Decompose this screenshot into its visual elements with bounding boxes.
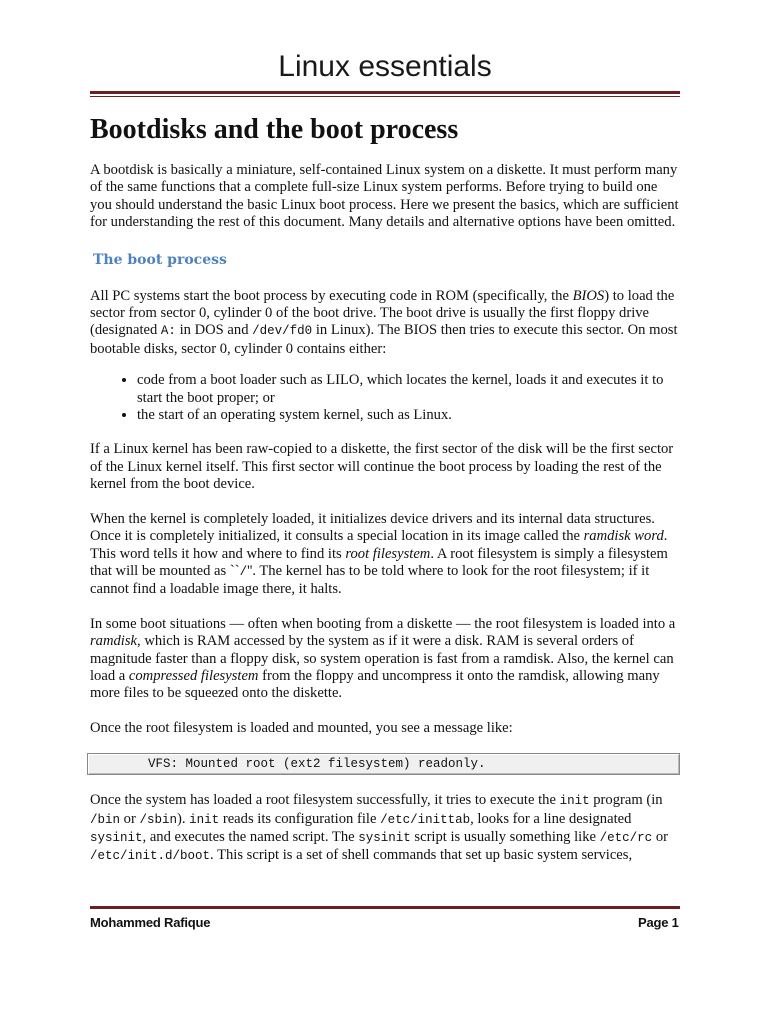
kernel-load-paragraph — [90, 511, 682, 599]
ramdisk-word-term: ramdisk word — [583, 528, 664, 545]
text-run: , which is RAM accessed by the system as if it were a disk. RAM is several orders of magnitude faster than a floppy disk, so system operation is fast from a ramdisk. Also, the kernel can load a — [90, 633, 674, 684]
etc-rc-code: /etc/rc — [599, 830, 653, 845]
footer-page-number: Page 1 — [638, 915, 679, 930]
init-d-boot-code: /etc/init.d/boot — [90, 849, 211, 864]
compressed-filesystem-term: compressed filesystem — [128, 667, 259, 684]
ramdisk-paragraph — [90, 616, 682, 703]
ramdisk-term: ramdisk — [90, 633, 138, 650]
drive-a-code: A: — [160, 324, 176, 339]
sysinit-code: sysinit — [90, 830, 143, 845]
text-run: ) to load the sector from sector 0, cylinder 0 of the boot drive. The boot drive is usually the first floppy drive (designated — [90, 287, 675, 339]
text-run: ''. The kernel has to be told where to look for the root filesystem; if it cannot find a loadable image there, it halts. — [90, 562, 650, 598]
bullet-list — [90, 372, 682, 424]
text-run: . This script is a set of shell commands that set up basic system services, — [210, 847, 633, 864]
init-code: init — [189, 812, 220, 827]
text-run: , and executes the named script. The — [142, 828, 359, 845]
page-header-title: Linux essentials — [278, 50, 492, 83]
mounted-paragraph: Once the root filesystem is loaded and mounted, you see a message like: — [90, 719, 513, 736]
list-item: • the start of an operating system kernel, such as Linux. — [137, 407, 682, 424]
document-title: Bootdisks and the boot process — [90, 114, 459, 145]
text-run: Once the system has loaded a root filesystem successfully, it tries to execute the — [90, 792, 560, 809]
section-heading: The boot process — [93, 251, 227, 268]
text-run: In some boot situations — often when booting from a diskette — the root filesystem is loaded into a — [90, 615, 676, 632]
text-run: All PC systems start the boot process by executing code in ROM (specifically, the — [90, 287, 573, 304]
text-run: . This word tells it how and where to find its — [90, 528, 668, 562]
text-run: reads its configuration file — [219, 810, 381, 827]
text-run: ). — [177, 810, 190, 827]
kernel-copy-paragraph: If a Linux kernel has been raw-copied to a diskette, the first sector of the disk will be the first sector of the Linux kernel itself. This first sector will continue the boot process by loading the rest of the kernel from the boot device. — [90, 441, 674, 493]
list-item: • code from a boot loader such as LILO, which locates the kernel, loads it and executes it to start the boot proper; or — [137, 372, 682, 407]
dev-fd0-code: /dev/fd0 — [252, 324, 313, 339]
text-run: program (in — [589, 792, 663, 809]
text-run: , looks for a line designated — [470, 810, 632, 827]
code-block: VFS: Mounted root (ext2 filesystem) readonly. — [87, 753, 680, 775]
bin-code: /bin — [90, 812, 121, 827]
document-body — [90, 110, 682, 866]
root-slash-code: / — [239, 564, 248, 579]
init-code: init — [559, 794, 590, 809]
text-run: script is usually something like — [410, 828, 600, 845]
text-run: from the floppy and uncompress it onto the ramdisk, allowing many more files to be squeezed onto the diskette. — [90, 667, 660, 702]
sysinit-code: sysinit — [358, 830, 411, 845]
intro-paragraph: A bootdisk is basically a miniature, self-contained Linux system on a diskette. It must perform many of the same functions that a complete full-size Linux system performs. Before trying to build one you should understand the basic Linux boot process. Here we present the basics, which are sufficient for understanding the rest of this document. Many details and alternative options have been omitted. — [90, 162, 679, 231]
inittab-code: /etc/inittab — [380, 812, 471, 827]
init-paragraph — [90, 792, 682, 866]
text-run: . A root filesystem is simply a filesystem that will be mounted as `` — [90, 545, 668, 579]
boot-paragraph — [90, 288, 682, 359]
text-run: When the kernel is completely loaded, it initializes device drivers and its internal data structures. Once it is completely initialized, it consults a special location in its image called the — [90, 510, 655, 545]
root-filesystem-term: root filesystem — [345, 545, 431, 562]
text-run: in Linux). The BIOS then tries to execute this sector. On most bootable disks, sector 0, cylinder 0 contains either: — [90, 322, 678, 357]
footer-divider — [90, 906, 680, 909]
bios-term: BIOS — [572, 287, 605, 304]
text-run: or — [120, 810, 140, 827]
footer-author: Mohammed Rafique — [90, 915, 211, 930]
header-divider — [90, 91, 680, 97]
text-run: in DOS and — [175, 322, 253, 339]
text-run: or — [652, 828, 668, 845]
sbin-code: /sbin — [139, 812, 177, 827]
